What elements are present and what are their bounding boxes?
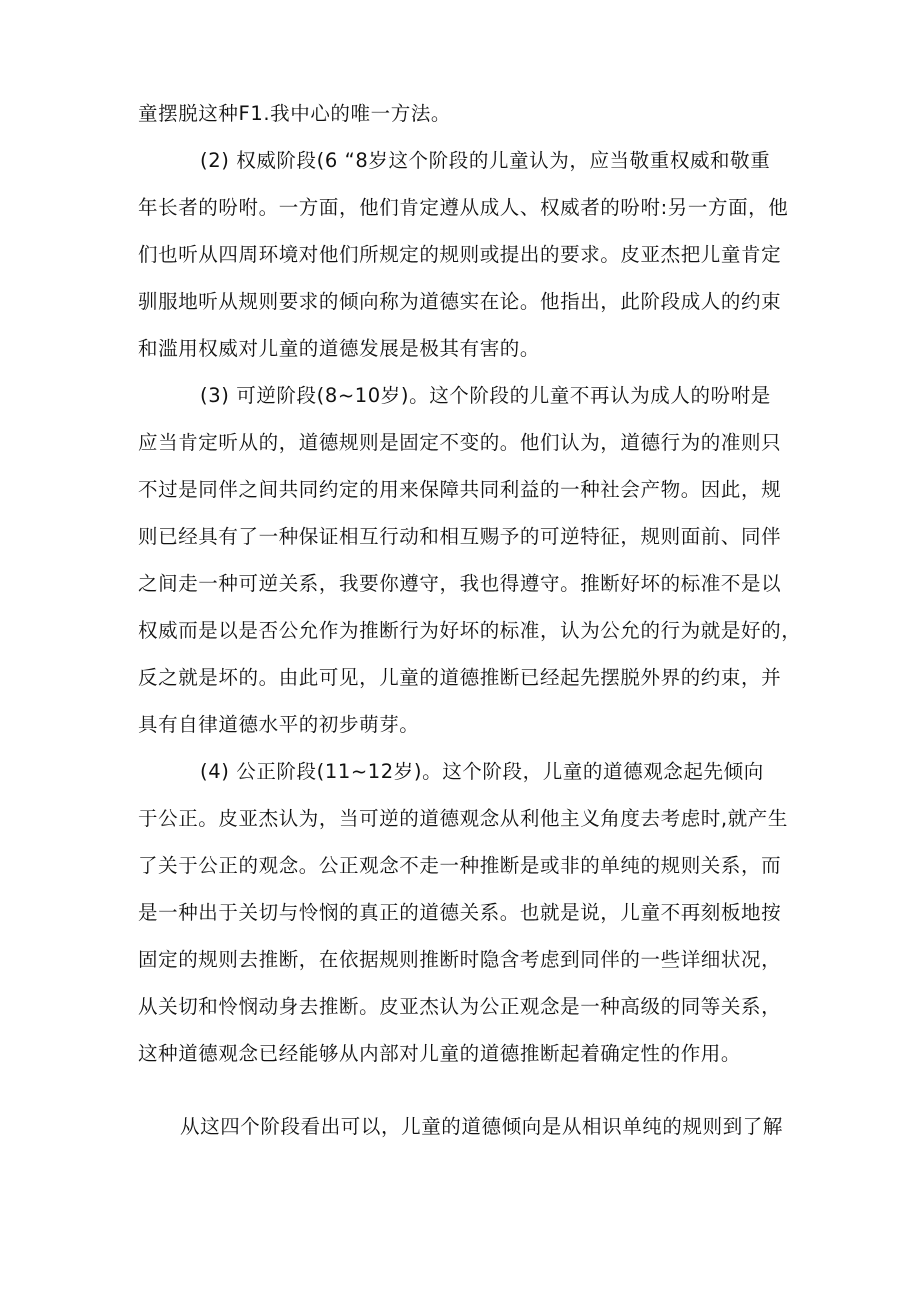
- paragraph-5-line-1: 从这四个阶段看出可以，儿童的道德倾向是从相识单纯的规则到了解: [180, 1115, 784, 1138]
- paragraph-2-line-4: 驯服地听从规则要求的倾向称为道德实在论。他指出，此阶段成人的约束: [138, 290, 782, 313]
- paragraph-3-line-6: 权威而是以是否公允作为推断行为好坏的标准，认为公允的行为就是好的，: [138, 619, 802, 642]
- paragraph-3-line-1: (3) 可逆阶段(8~10岁)。这个阶段的儿童不再认为成人的吩咐是: [200, 384, 771, 407]
- paragraph-3-line-3: 不过是同伴之间共同约定的用来保障共同利益的一种社会产物。因此，规: [138, 478, 782, 501]
- paragraph-3-line-2: 应当肯定听从的，道德规则是固定不变的。他们认为，道德行为的准则只: [138, 431, 782, 454]
- paragraph-3-line-4: 则已经具有了一种保证相互行动和相互赐予的可逆特征，规则面前、同伴: [138, 525, 782, 548]
- paragraph-4-line-2: 于公正。皮亚杰认为，当可逆的道德观念从利他主义角度去考虑时,就产生: [138, 807, 788, 830]
- paragraph-3-line-5: 之间走一种可逆关系，我要你遵守，我也得遵守。推断好坏的标准不是以: [138, 572, 782, 595]
- paragraph-3-line-7: 反之就是坏的。由此可见，儿童的道德推断已经起先摆脱外界的约束，并: [138, 666, 782, 689]
- paragraph-2-line-1: (2) 权威阶段(6 “8岁这个阶段的儿童认为，应当敬重权威和敬重: [200, 149, 771, 172]
- paragraph-4-line-6: 从关切和怜悯动身去推断。皮亚杰认为公正观念是一种高级的同等关系，: [138, 995, 782, 1018]
- text-line-1: 童摆脱这种F1.我中心的唯一方法。: [138, 102, 452, 125]
- paragraph-2-line-2: 年长者的吩咐。一方面，他们肯定遵从成人、权威者的吩咐:另一方面，他: [138, 196, 789, 219]
- paragraph-4-line-5: 固定的规则去推断，在依据规则推断时隐含考虑到同伴的一些详细状况，: [138, 948, 782, 971]
- paragraph-2-line-3: 们也听从四周环境对他们所规定的规则或提出的要求。皮亚杰把儿童肯定: [138, 243, 782, 266]
- paragraph-2-line-5: 和滥用权威对儿童的道德发展是极其有害的。: [138, 337, 541, 360]
- paragraph-3-line-8: 具有自律道德水平的初步萌芽。: [138, 713, 420, 736]
- paragraph-4-line-1: (4) 公正阶段(11~12岁)。这个阶段，儿童的道德观念起先倾向: [200, 760, 764, 783]
- paragraph-4-line-7: 这种道德观念已经能够从内部对儿童的道德推断起着确定性的作用。: [138, 1042, 742, 1065]
- paragraph-4-line-4: 是一种出于关切与怜悯的真正的道德关系。也就是说，儿童不再刻板地按: [138, 901, 782, 924]
- paragraph-4-line-3: 了关于公正的观念。公正观念不走一种推断是或非的单纯的规则关系，而: [138, 854, 782, 877]
